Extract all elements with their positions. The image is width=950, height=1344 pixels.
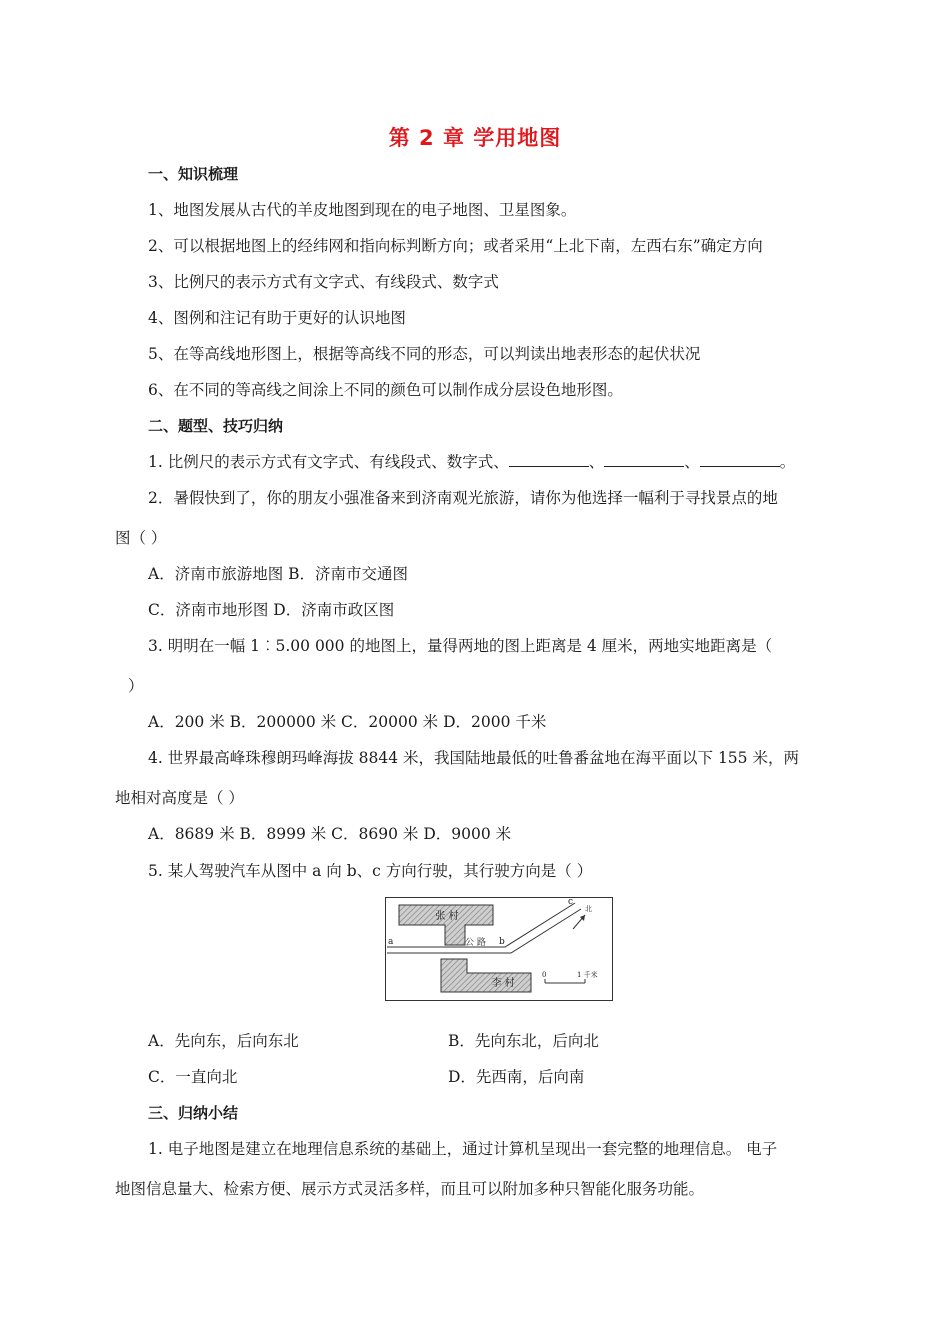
question-5-option-a: A．先向东，后向东北 xyxy=(148,1032,299,1050)
route-map-figure xyxy=(385,897,613,1001)
road-label: 公 路 xyxy=(465,938,486,948)
question-4-options: A．8689 米 B．8999 米 C．8690 米 D．9000 米 xyxy=(148,825,512,843)
question-1-separator-1: 、 xyxy=(588,453,605,471)
question-1 xyxy=(148,452,795,472)
scale-zero-label: 0 xyxy=(542,971,547,979)
page-title: 第 2 章 学用地图 xyxy=(388,126,562,150)
question-2-options-1: A．济南市旅游地图 B．济南市交通图 xyxy=(148,565,409,583)
question-4-line-2: 地相对高度是（ ） xyxy=(115,789,244,807)
point-b-label: b xyxy=(499,937,505,947)
knowledge-item-5: 5、在等高线地形图上，根据等高线不同的形态，可以判读出地表形态的起伏状况 xyxy=(148,345,701,363)
knowledge-item-4: 4、图例和注记有助于更好的认识地图 xyxy=(148,309,406,327)
question-5-option-b: B．先向东北，后向北 xyxy=(448,1032,599,1050)
knowledge-item-3: 3、比例尺的表示方式有文字式、有线段式、数字式 xyxy=(148,273,499,291)
knowledge-item-2: 2、可以根据地图上的经纬网和指向标判断方向；或者采用“上北下南，左西右东”确定方向 xyxy=(148,237,763,255)
knowledge-item-6: 6、在不同的等高线之间涂上不同的颜色可以制作成分层设色地形图。 xyxy=(148,381,623,399)
answer-blank-3[interactable] xyxy=(700,452,780,467)
village-zhang-label: 张 村 xyxy=(435,911,459,922)
question-1-end: 。 xyxy=(779,453,796,471)
north-label: 北 xyxy=(585,905,592,913)
question-4-line-1: 4. 世界最高峰珠穆朗玛峰海拔 8844 米，我国陆地最低的吐鲁番盆地在海平面以下 155 米，两 xyxy=(148,749,799,767)
question-5-option-d: D．先西南，后向南 xyxy=(448,1068,585,1086)
section-heading-knowledge: 一、知识梳理 xyxy=(148,165,239,183)
section-heading-summary: 三、归纳小结 xyxy=(148,1104,239,1122)
question-2-options-2: C．济南市地形图 D．济南市政区图 xyxy=(148,601,395,619)
village-li-label: 李 村 xyxy=(491,978,515,989)
knowledge-item-1: 1、地图发展从古代的羊皮地图到现在的电子地图、卫星图象。 xyxy=(148,201,577,219)
question-5-line-1: 5. 某人驾驶汽车从图中 a 向 b、c 方向行驶，其行驶方向是（ ） xyxy=(148,862,593,880)
route-map xyxy=(385,897,613,1001)
question-1-text: 1. 比例尺的表示方式有文字式、有线段式、数字式、 xyxy=(148,453,509,471)
section-heading-techniques: 二、题型、技巧归纳 xyxy=(148,417,284,435)
point-a-label: a xyxy=(388,937,394,947)
answer-blank-2[interactable] xyxy=(604,452,684,467)
point-c-label: c xyxy=(568,897,574,907)
summary-line-1: 1. 电子地图是建立在地理信息系统的基础上，通过计算机呈现出一套完整的地理信息。 电子 xyxy=(148,1140,778,1158)
scale-km-label: 1 千米 xyxy=(577,971,598,979)
question-3-line-2: ） xyxy=(128,677,144,695)
question-1-separator-2: 、 xyxy=(684,453,700,471)
question-2-line-1: 2．暑假快到了，你的朋友小强准备来到济南观光旅游，请你为他选择一幅利于寻找景点的地 xyxy=(148,489,778,507)
answer-blank-1[interactable] xyxy=(509,452,589,467)
question-2-line-2: 图（ ） xyxy=(115,529,167,547)
question-3-options: A．200 米 B．200000 米 C．20000 米 D．2000 千米 xyxy=(148,713,547,731)
question-5-option-c: C．一直向北 xyxy=(148,1068,238,1086)
question-3-line-1: 3. 明明在一幅 1︰5.00 000 的地图上，量得两地的图上距离是 4 厘米，两地实地距离是（ xyxy=(148,637,773,655)
summary-line-2: 地图信息量大、检索方便、展示方式灵活多样，而且可以附加多种只智能化服务功能。 xyxy=(115,1180,705,1198)
